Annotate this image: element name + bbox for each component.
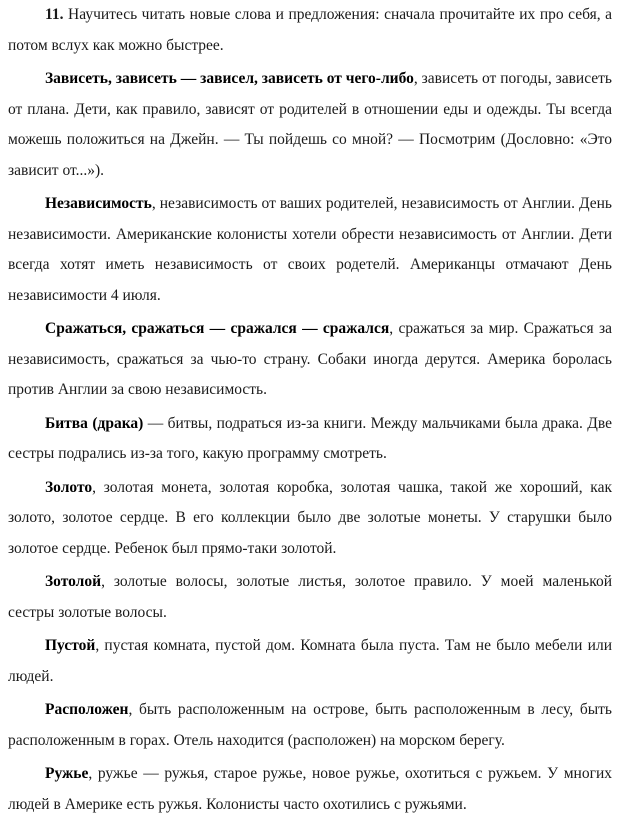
vocab-term: Битва (драка)	[45, 414, 144, 432]
vocab-term: Ружье	[45, 765, 89, 782]
vocab-entry	[8, 567, 612, 628]
vocab-text: — битвы, подраться из-за книги. Между мальчиками была драка. Две сестры подрались из-за того, какую программу смотреть.	[8, 414, 612, 462]
vocab-text: , золотые волосы, золотые листья, золотое правило. У моей маленькой сестры золотые волосы.	[8, 573, 612, 621]
vocab-text: , зависеть от погоды, зависеть от плана. Дети, как правило, зависят от родителей в отношении еды и одежды. Ты всегда можешь положиться на Джейн. — Ты пойдешь со мной? — Посмотрим (Дословно: «Это зависит от...»).	[8, 70, 612, 179]
vocab-text: , золотая монета, золотая коробка, золотая чашка, такой же хороший, как золото, золотое сердце. В его коллекции было две золотые монеты. У старушки было золотое сердце. Ребенок был прямо-таки золотой.	[8, 478, 612, 557]
document-page	[8, 0, 612, 823]
vocab-text: , пустая комната, пустой дом. Комната была пуста. Там не было мебели или людей.	[8, 637, 612, 685]
vocab-term: Зависеть, зависеть — зависел, зависеть от чего-либо	[45, 70, 414, 87]
instruction-text: Научитесь читать новые слова и предложения: сначала прочитайте их про себя, а потом вслух как можно быстрее.	[8, 6, 612, 54]
vocab-entry	[8, 314, 612, 406]
vocab-entry	[8, 759, 612, 820]
vocab-term: Расположен	[45, 701, 129, 718]
vocab-entry	[8, 189, 612, 311]
vocab-term: Зотолой	[45, 573, 102, 590]
vocab-term: Независимость	[45, 195, 152, 212]
vocab-entry	[8, 64, 612, 186]
vocab-text: , ружье — ружья, старое ружье, новое ружье, охотиться с ружьем. У многих людей в Америке есть ружья. Колонисты часто охотились с ружьями.	[8, 765, 612, 813]
vocab-term: Золото	[45, 478, 93, 496]
vocab-text: , сражаться за мир. Сражаться за независимость, сражаться за чью-то страну. Собаки иногда дерутся. Америка боролась против Англии за свою независимость.	[8, 320, 612, 398]
exercise-instruction	[8, 0, 612, 61]
vocab-entry	[8, 631, 612, 692]
vocab-entry	[8, 695, 612, 756]
exercise-number: 11.	[45, 6, 64, 23]
vocab-entry	[8, 409, 612, 470]
vocab-text: , независимость от ваших родителей, независимость от Англии. День независимости. Американские колонисты хотели обрести независимость от Англии. Дети всегда хотят иметь независимость от своих родетелй. Американцы отмачают День независимости 4 июля.	[8, 195, 612, 304]
vocab-term: Пустой	[45, 637, 96, 654]
vocab-entry	[8, 473, 612, 565]
vocab-text: , быть расположенным на острове, быть расположенным в лесу, быть расположенным в горах. Отель находится (расположен) на морском берегу.	[8, 701, 612, 749]
vocab-term: Сражаться, сражаться — сражался — сражался	[45, 320, 390, 337]
